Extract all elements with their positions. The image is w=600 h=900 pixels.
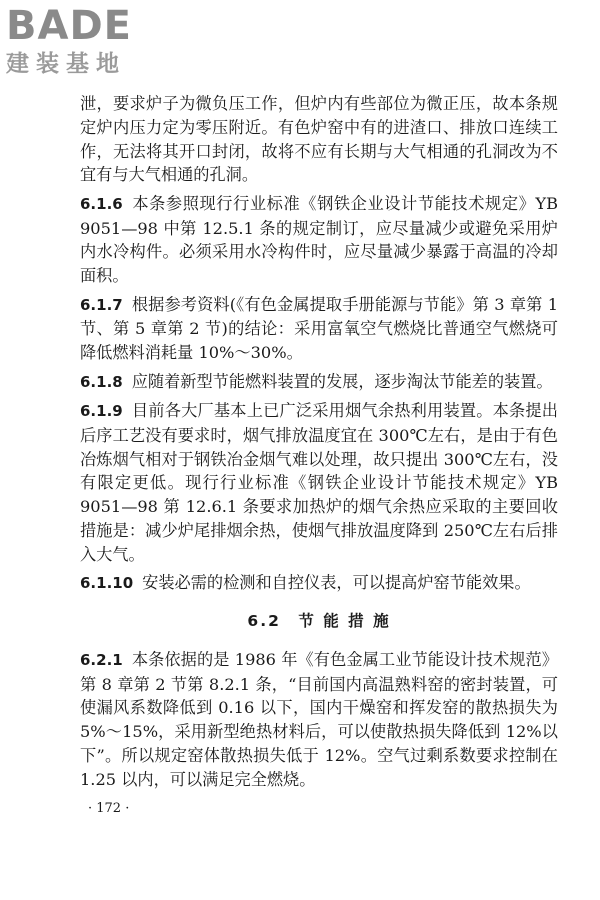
- clause-paragraph: [80, 571, 558, 596]
- clause-text: 目前各大厂基本上已广泛采用烟气余热利用装置。本条提出后序工艺没有要求时，烟气排放温度宜在 300℃左右，是由于有色冶炼烟气相对于钢铁冶金烟气难以处理，故只提出 300℃左右，没有限定更低。现行行业标准《钢铁企业设计节能技术规定》YB 9051—98 第 12.6.1 条要求加热炉的烟气余热应采取的主要回收措施是：减少炉尾排烟余热，使烟气排放温度降到 250℃左右后排入大气。: [80, 400, 558, 564]
- clause-paragraph: [80, 370, 558, 395]
- clause-number: 6.1.6: [80, 194, 123, 213]
- clause-paragraph: [80, 648, 558, 792]
- clauses-section-6-1: [80, 192, 558, 596]
- clause-text: 本条依据的是 1986 年《有色金属工业节能设计技术规范》第 8 章第 2 节第 8.2.1 条，“目前国内高温熟料窑的密封装置，可使漏风系数降低到 0.16 以下，国内干燥窑和挥发窑的散热损失为 5%～15%，采用新型绝热材料后，可以使散热损失降低到 12%以下”。所以规定窑体散热损失低于 12%。空气过剩系数要求控制在 1.25 以内，可以满足完全燃烧。: [80, 649, 558, 789]
- page-number: · 172 ·: [88, 801, 130, 817]
- logo-wordmark: BADE: [6, 3, 132, 49]
- clause-number: 6.1.7: [80, 295, 123, 314]
- clause-text: 根据参考资料(《有色金属提取手册能源与节能》第 3 章第 1 节、第 5 章第 2 节)的结论：采用富氧空气燃烧比普通空气燃烧可降低燃料消耗量 10%～30%。: [80, 294, 558, 363]
- clause-text: 本条参照现行行业标准《钢铁企业设计节能技术规定》YB 9051—98 中第 12.5.1 条的规定制订，应尽量减少或避免采用炉内水冷构件。必须采用水冷构件时，应尽量减少暴露于高温的冷却面积。: [80, 193, 558, 286]
- clause-number: 6.1.10: [80, 574, 134, 593]
- clause-text: 应随着新型节能燃料装置的发展，逐步淘汰节能差的装置。: [131, 371, 553, 391]
- clause-paragraph: [80, 399, 558, 567]
- clause-text: 安装必需的检测和自控仪表，可以提高炉窑节能效果。: [142, 573, 531, 593]
- clause-number: 6.1.8: [80, 372, 123, 391]
- logo-subtitle: 建装基地: [6, 51, 126, 77]
- clause-paragraph: [80, 192, 558, 288]
- brand-logo: [6, 4, 176, 78]
- clause-number: 6.1.9: [80, 401, 123, 420]
- page-body: [80, 92, 558, 821]
- clauses-section-6-2: [80, 648, 558, 792]
- section-heading: 6.2 节 能 措 施: [247, 611, 391, 630]
- continuation-paragraph: 泄，要求炉子为微负压工作，但炉内有些部位为微正压，故本条规定炉内压力定为零压附近。有色炉窑中有的进渣口、排放口连续工作，无法将其开口封闭，故将不应有长期与大气相通的孔洞改为不宜有与大气相通的孔洞。: [80, 94, 558, 185]
- clause-paragraph: [80, 293, 558, 365]
- clause-number: 6.2.1: [80, 650, 123, 669]
